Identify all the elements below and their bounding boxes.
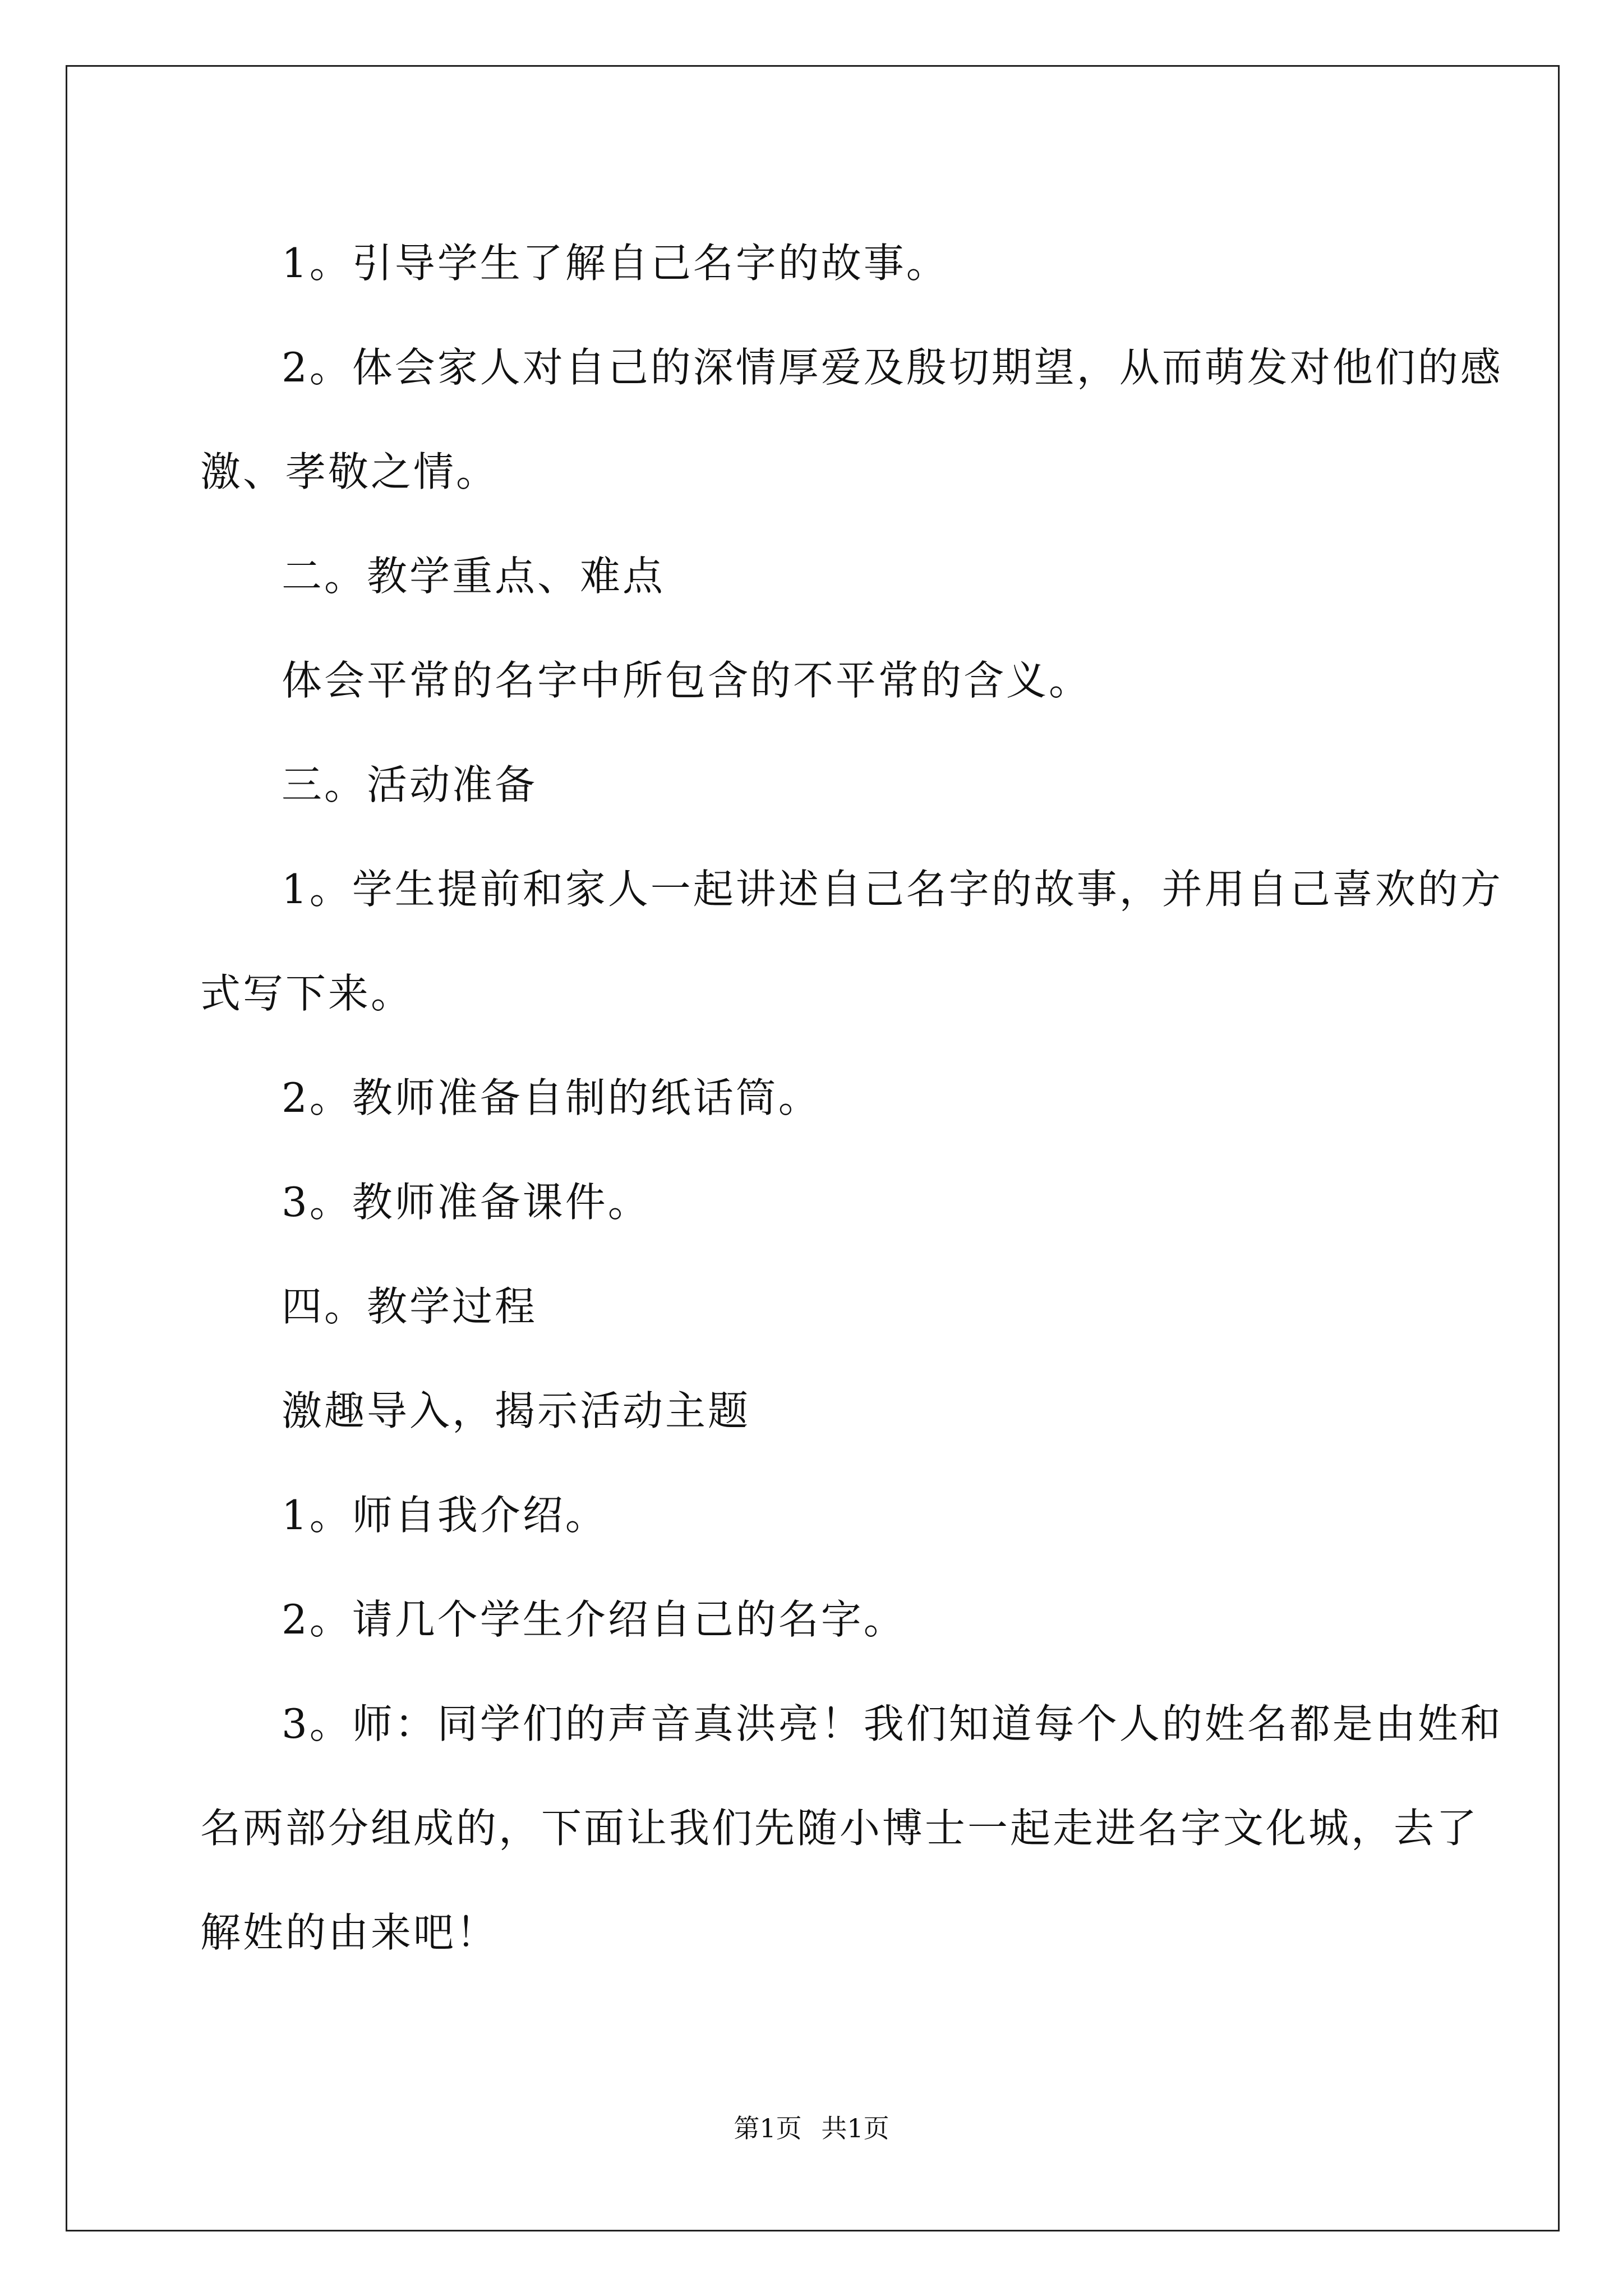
page-footer [0,2108,1623,2145]
paragraph-step-3-line-1: 3。师：同学们的声音真洪亮！我们知道每个人的姓名都是由姓和 [282,1700,1503,1747]
paragraph-goal-1: 1。引导学生了解自己名字的故事。 [282,240,949,287]
paragraph-step-1: 1。师自我介绍。 [282,1492,608,1539]
document-body [200,211,1503,1985]
section-heading-process: 四。教学过程 [282,1283,538,1330]
section-heading-key-points: 二。教学重点、难点 [282,553,666,600]
paragraph-goal-2-line-2: 激、孝敬之情。 [200,448,499,495]
paragraph-intro-heading: 激趣导入，揭示活动主题 [282,1387,751,1434]
page-total: 共1页 [821,2113,889,2143]
paragraph-step-3-line-3: 解姓的由来吧！ [200,1909,499,1956]
paragraph-goal-2-line-1: 2。体会家人对自己的深情厚爱及殷切期望，从而萌发对他们的感 [282,344,1503,391]
page-number: 第1页 [734,2113,802,2143]
paragraph-key-points: 体会平常的名字中所包含的不平常的含义。 [282,657,1092,704]
paragraph-step-3-line-2: 名两部分组成的，下面让我们先随小博士一起走进名字文化城，去了 [200,1805,1479,1852]
section-heading-preparation: 三。活动准备 [282,761,538,808]
paragraph-prep-1-line-1: 1。学生提前和家人一起讲述自己名字的故事，并用自己喜欢的方 [282,866,1503,913]
paragraph-prep-3: 3。教师准备课件。 [282,1179,651,1226]
paragraph-prep-2: 2。教师准备自制的纸话筒。 [282,1074,821,1121]
paragraph-step-2: 2。请几个学生介绍自己的名字。 [282,1596,906,1643]
paragraph-prep-1-line-2: 式写下来。 [200,970,414,1017]
